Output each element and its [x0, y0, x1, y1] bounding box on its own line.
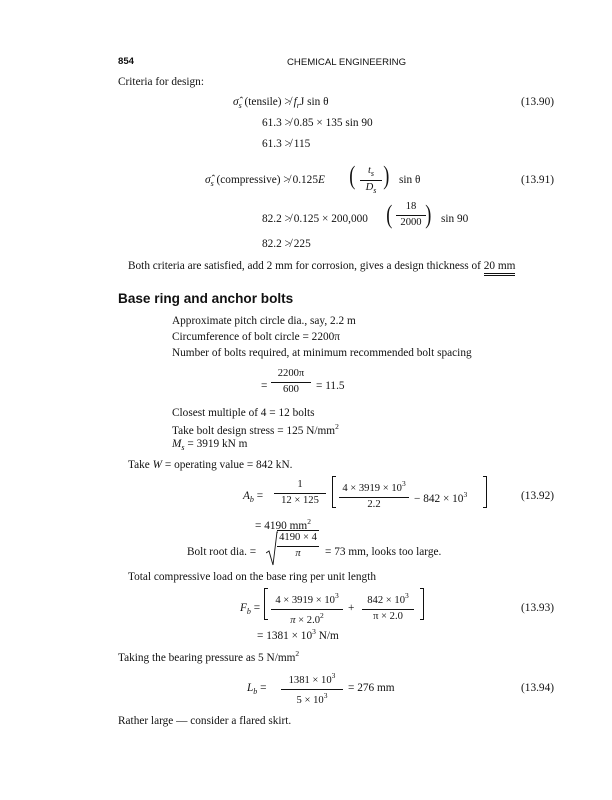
frac-den: π [295, 547, 301, 559]
bolt-root-result: = 73 mm, looks too large. [325, 546, 442, 558]
area-result: = 4190 mm [255, 520, 308, 532]
w-value: = operating value = 842 kN. [164, 459, 293, 471]
eq5-fraction [281, 672, 343, 706]
frac-num-sup: 3 [334, 591, 339, 600]
equation-number-13-90: (13.90) [521, 96, 554, 108]
plus-sign: + [348, 602, 355, 614]
frac-den: π × 2.0 [373, 610, 403, 622]
equation-13-91 [205, 175, 325, 188]
compressive-load-text: Total compressive load on the base ring per unit length [128, 571, 376, 583]
bearing-text [118, 650, 299, 664]
frac-den: 2000 [400, 216, 422, 228]
f-sub: r [296, 101, 300, 110]
sigma-symbol: σ̂ [205, 174, 211, 186]
base-line-4: Closest multiple of 4 = 12 bolts [172, 407, 315, 419]
f-symbol: F [240, 602, 247, 614]
frac-num: 4190 × 4 [277, 530, 319, 544]
right-paren-2: ) [425, 200, 432, 229]
e-symbol: E [317, 174, 325, 186]
relation: ≯ [283, 174, 290, 186]
area-result-sup: 2 [307, 517, 311, 526]
bearing-pressure-text: Taking the bearing pressure as 5 N/mm [118, 652, 296, 664]
base-line-6 [172, 439, 247, 452]
equation-number-13-92: (13.92) [521, 490, 554, 502]
page-number: 854 [118, 56, 135, 67]
closing-text: Rather large — consider a flared skirt. [118, 715, 292, 727]
design-thickness: 20 mm [484, 260, 516, 276]
eq5-lhs: $L_b$ = [247, 682, 267, 696]
eq3-fraction-1 [274, 480, 326, 506]
bolt-root-fraction [277, 530, 319, 559]
eq1-line2: 61.3 ≯ 0.85 × 135 sin 90 [262, 117, 373, 129]
minus-sup: 3 [463, 490, 468, 499]
left-bracket [332, 476, 336, 508]
18-over-2000-fraction [396, 202, 426, 228]
f-sub: b [246, 607, 251, 616]
l-sub: b [253, 687, 258, 696]
sigma-sub: s [210, 179, 214, 188]
eq2-line2-left: 82.2 ≯ 0.125 × 200,000 [262, 213, 368, 225]
frac-num-sup: 3 [401, 479, 406, 488]
eq3-lhs: $A_b$ = [243, 490, 264, 504]
frac-num: 842 × 10 [367, 595, 405, 606]
bolt-count-result: = 11.5 [316, 380, 345, 392]
conclusion [128, 261, 515, 272]
tensile-label: (tensile) [244, 96, 282, 108]
frac-den: 5 × 10 [296, 694, 324, 706]
equation-13-90 [233, 97, 328, 110]
m-symbol: M [172, 438, 182, 450]
left-bracket-2 [264, 588, 268, 620]
eq2-line3: 82.2 ≯ 225 [262, 238, 311, 250]
base-line-1: Approximate pitch circle dia., say, 2.2 m [172, 315, 356, 327]
frac-den: D [365, 182, 374, 193]
frac-num-sub: s [370, 169, 375, 178]
eq2-tail: sin θ [399, 174, 421, 186]
frac-num: 4 × 3919 × 10 [275, 595, 335, 606]
l-symbol: L [247, 682, 254, 694]
equation-number-13-93: (13.93) [521, 602, 554, 614]
eq4-lhs: $F_b$ = [240, 602, 261, 616]
eq2-line2-tail: sin 90 [441, 213, 469, 225]
frac-den-sup: 3 [323, 690, 328, 700]
frac-num: 18 [405, 201, 417, 212]
eq3-fraction-2 [339, 480, 409, 510]
take-word: Take [128, 459, 150, 471]
compressive-label: (compressive) [216, 174, 281, 186]
rhs-rest: J sin θ [299, 96, 329, 108]
sigma-symbol: σ̂ [233, 96, 239, 108]
frac-num: 1 [297, 479, 303, 490]
equation-number-13-94: (13.94) [521, 682, 554, 694]
eq4-fraction-1: $4 \times 3919 \times 10^3$ $\pi \times 2.0^2$ [271, 592, 343, 626]
ts-over-ds-fraction [360, 166, 382, 195]
equals-sign: = [261, 380, 268, 392]
frac-num-sup: 3 [331, 671, 336, 680]
right-bracket [483, 476, 487, 508]
m-sub: s [181, 443, 185, 452]
bolt-stress-sup: 2 [335, 422, 339, 431]
eq1-line3: 61.3 ≯ 115 [262, 138, 311, 150]
frac-num: 2200π [277, 368, 305, 379]
right-bracket-2 [420, 588, 424, 620]
conclusion-text: Both criteria are satisfied, add 2 mm for corrosion, gives a design thickness of [128, 260, 481, 272]
intro-text: Criteria for design: [118, 76, 204, 88]
bearing-sup: 2 [295, 649, 300, 658]
frac-den: 12 × 125 [281, 494, 319, 506]
frac-num: 1381 × 10 [288, 675, 332, 686]
load-unit: N/m [318, 630, 339, 642]
bolt-root-label: Bolt root dia. = [187, 546, 257, 558]
frac-den: 600 [283, 383, 299, 395]
base-line-3: Number of bolts required, at minimum recommended bolt spacing [172, 347, 472, 359]
frac-num: t [367, 165, 371, 176]
frac-num: 4 × 3919 × 10 [342, 483, 402, 494]
base-line-5 [172, 423, 339, 437]
section-title: Base ring and anchor bolts [118, 291, 294, 306]
left-paren-2: ( [386, 200, 393, 229]
frac-den-sup: 2 [320, 610, 324, 620]
coef: 0.125 [292, 174, 318, 186]
bolt-stress-text: Take bolt design stress = 125 N/mm [172, 425, 336, 437]
frac-den: 2.2 [367, 498, 381, 510]
minus-text: − 842 × 10 [414, 493, 464, 505]
load-result-sup: 3 [312, 627, 316, 636]
eq4-result [257, 628, 339, 642]
eq5-result: = 276 mm [348, 682, 395, 694]
f-symbol: f [293, 96, 297, 108]
w-symbol: W [152, 459, 163, 471]
a-symbol: A [243, 490, 250, 502]
bolt-count-fraction [271, 369, 311, 395]
moment-value: = 3919 kN m [187, 438, 248, 450]
base-line-2: Circumference of bolt circle = 2200π [172, 331, 340, 343]
frac-num-sup: 3 [405, 591, 409, 600]
load-result: = 1381 × 10 [257, 630, 313, 642]
running-title: CHEMICAL ENGINEERING [287, 57, 407, 68]
eq4-fraction-2 [362, 592, 414, 622]
eq3-minus-term [414, 491, 467, 505]
relation: ≯ [284, 96, 291, 108]
equation-number-13-91: (13.91) [521, 174, 554, 186]
left-paren: ( [349, 161, 356, 190]
sigma-sub: s [238, 101, 242, 110]
a-sub: b [249, 495, 254, 504]
take-w [128, 460, 292, 471]
frac-den-sub: s [373, 186, 377, 195]
right-paren: ) [383, 161, 390, 190]
